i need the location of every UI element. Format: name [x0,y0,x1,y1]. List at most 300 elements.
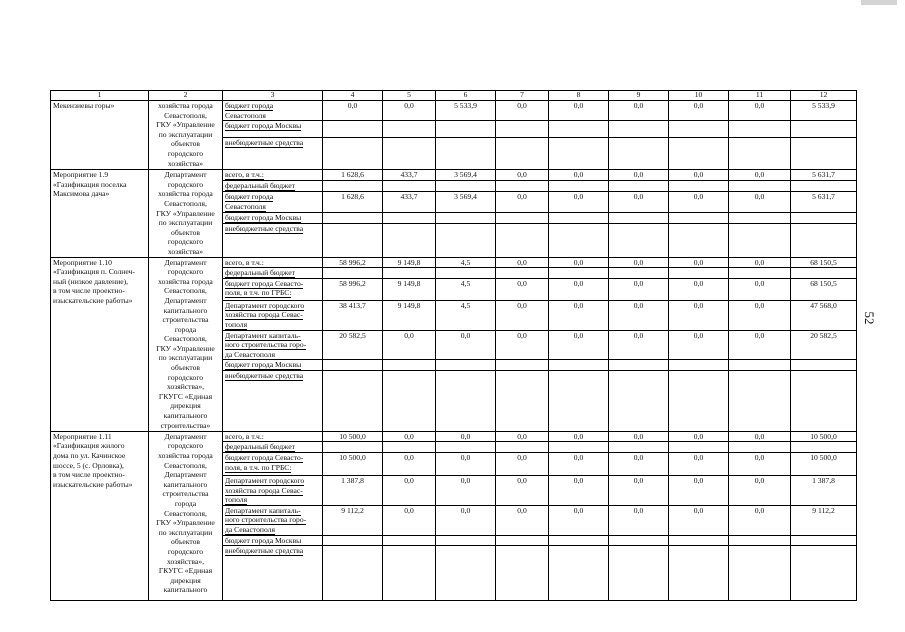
cell-text-line: федеральный бюджет [225,181,295,191]
value-cell: 0,0 [496,453,549,476]
cell-text-line: городского [167,148,204,158]
cell-text-line: Севастополя, [164,198,207,208]
funding-source-cell [223,192,323,213]
value-cell [323,370,383,431]
cell-text-line: в том числе проектно- [53,470,125,480]
funding-source-cell [223,431,323,442]
value-cell: 0,0 [496,476,549,506]
value-cell: 0,0 [609,330,669,360]
value-cell: 0,0 [669,278,729,300]
value-cell [609,442,669,453]
value-cell: 5 533,9 [791,101,857,121]
value-cell: 1 628,6 [323,192,383,213]
value-cell: 58 996,2 [323,257,383,268]
value-cell [729,360,791,371]
value-cell: 68 150,5 [791,278,857,300]
cell-text-line: изыскательские работы» [53,479,133,489]
value-cell: 0,0 [496,101,549,121]
value-cell: 0,0 [669,101,729,121]
value-cell: 0,0 [383,101,436,121]
value-cell [549,442,609,453]
value-cell [323,224,383,257]
cell-text-line: ГКУ «Управление [156,343,215,353]
funding-source-cell [223,535,323,546]
funding-source-text [225,476,304,505]
cell-text-line: бюджет города Москвы [225,213,302,223]
cell-text-line: федеральный бюджет [225,442,295,452]
cell-text-line: дома по ул. Качинское [53,451,126,461]
cell-text-line: Максимова дача» [53,189,110,199]
cell-text-line: ного строительства горо- [225,340,307,350]
budget-table [50,90,857,601]
value-cell [729,224,791,257]
funding-source-text [225,170,264,180]
table-row [51,431,857,442]
value-cell [383,268,436,279]
cell-text-line: хозяйства города [158,451,213,461]
cell-text-line: федеральный бюджет [225,268,295,278]
value-cell: 0,0 [729,257,791,268]
cell-text-line: бюджет города Москвы [225,535,302,545]
value-cell: 3 569,4 [436,192,496,213]
cell-text-line: внебюджетные средства [225,138,304,148]
value-cell: 0,0 [549,257,609,268]
cell-text-line: хозяйства города Севас- [225,310,303,320]
value-cell [549,224,609,257]
value-cell [323,442,383,453]
value-cell: 0,0 [609,170,669,181]
value-cell [791,546,857,601]
header-cell: 7 [496,91,549,101]
value-cell [496,181,549,192]
value-cell: 0,0 [383,431,436,442]
value-cell: 5 631,7 [791,192,857,213]
value-cell [436,224,496,257]
value-cell [436,213,496,224]
value-cell: 0,0 [436,476,496,506]
value-cell: 0,0 [669,257,729,268]
executor-cell [149,170,223,257]
value-cell: 0,0 [549,505,609,535]
funding-source-text [225,432,264,442]
value-cell [791,370,857,431]
value-cell: 433,7 [383,170,436,181]
cell-text-line: поля, в т.ч. по ГРБС: [225,288,292,298]
value-cell: 0,0 [609,300,669,330]
value-cell: 0,0 [609,278,669,300]
value-cell [669,268,729,279]
cell-text-line: капитального [163,411,208,421]
cell-text-line: всего, в т.ч.: [225,170,264,180]
cell-text-line: Департамент [164,295,207,305]
cell-text-line: шоссе, 5 (с. Орловка), [53,460,124,470]
cell-text-line: Севастополя, [164,110,207,120]
cell-text-line: Департамент капиталь- [225,330,301,340]
value-cell [436,138,496,170]
cell-text-line: строительства [162,315,209,325]
value-cell: 0,0 [383,505,436,535]
cell-text-line: внебюджетные средства [225,370,304,380]
cell-text-line: городского [167,267,204,277]
funding-source-text [225,101,273,121]
funding-source-cell [223,476,323,506]
cell-text-line: городского [167,237,204,247]
funding-source-cell [223,170,323,181]
value-cell: 9 112,2 [323,505,383,535]
cell-text-line: городского [167,179,204,189]
measure-name-cell [51,257,149,431]
cell-text-line: изыскательские работы» [53,295,133,305]
value-cell: 10 500,0 [791,453,857,476]
value-cell [791,535,857,546]
cell-text-line: ГКУ «Управление [156,120,215,130]
value-cell [549,181,609,192]
value-cell: 3 569,4 [436,170,496,181]
value-cell: 0,0 [436,453,496,476]
cell-text-line: Департамент [164,170,207,180]
cell-text-line: Департамент [164,470,207,480]
value-cell: 0,0 [729,101,791,121]
value-cell: 1 628,6 [323,170,383,181]
value-cell [669,370,729,431]
value-cell [549,268,609,279]
cell-text-line: «Газификация жилого [53,441,125,451]
cell-text-line: всего, в т.ч.: [225,431,264,441]
cell-text-line: бюджет города [225,101,274,110]
funding-source-text [225,331,306,360]
value-cell: 0,0 [549,431,609,442]
cell-text-line: строительства» [160,420,211,430]
cell-text-line: хозяйства», [166,382,205,392]
cell-text-line: по эксплуатации [158,353,213,363]
value-cell: 0,0 [383,330,436,360]
value-cell: 4,5 [436,300,496,330]
cell-text-line: в том числе проектно- [53,286,125,296]
cell-text-line: Севастополя, [164,508,207,518]
value-cell [791,213,857,224]
funding-source-cell [223,138,323,170]
cell-text-line: хозяйства города [158,189,213,199]
value-cell [496,546,549,601]
value-cell [323,121,383,138]
funding-source-text [225,301,304,330]
table-row [51,170,857,181]
value-cell [729,535,791,546]
value-cell: 1 387,8 [791,476,857,506]
value-cell [496,442,549,453]
cell-text-line: городского [167,372,204,382]
funding-source-text [225,268,295,278]
value-cell: 0,0 [609,257,669,268]
value-cell [791,442,857,453]
value-cell: 38 413,7 [323,300,383,330]
value-cell [549,121,609,138]
cell-text-line: капитального [163,479,208,489]
value-cell: 0,0 [729,505,791,535]
cell-text-line: хозяйства», [166,556,205,566]
value-cell [791,360,857,371]
cell-text-line: тополя [225,495,248,505]
value-cell: 5 631,7 [791,170,857,181]
cell-text-line: дирекция [170,401,201,411]
funding-source-text [225,279,303,299]
value-cell [729,138,791,170]
value-cell [436,268,496,279]
cell-text-line: бюджет города Севасто- [225,453,304,463]
cell-text-line: бюджет города Севасто- [225,278,304,288]
value-cell [669,360,729,371]
cell-text-line: города [174,324,197,334]
value-cell [549,213,609,224]
value-cell [323,213,383,224]
value-cell [729,370,791,431]
cell-text-line: Департамент [164,257,207,267]
value-cell: 47 568,0 [791,300,857,330]
value-cell: 0,0 [496,170,549,181]
value-cell: 68 150,5 [791,257,857,268]
value-cell [549,360,609,371]
value-cell [496,121,549,138]
cell-text-line: Мероприятие 1.10 [53,257,112,267]
value-cell [669,121,729,138]
value-cell [436,181,496,192]
value-cell [669,535,729,546]
value-cell [669,213,729,224]
value-cell: 10 500,0 [323,431,383,442]
value-cell: 0,0 [549,476,609,506]
value-cell [609,268,669,279]
funding-source-cell [223,300,323,330]
value-cell: 0,0 [729,330,791,360]
cell-text-line: тополя [225,319,248,329]
value-cell [791,224,857,257]
value-cell: 0,0 [549,330,609,360]
value-cell: 0,0 [609,505,669,535]
value-cell: 0,0 [729,453,791,476]
funding-source-text [225,181,295,191]
cell-text-line: Департамент городского [225,300,305,310]
value-cell: 20 582,5 [791,330,857,360]
value-cell: 0,0 [496,330,549,360]
value-cell [436,442,496,453]
funding-source-cell [223,442,323,453]
value-cell [383,181,436,192]
value-cell: 0,0 [496,300,549,330]
value-cell: 0,0 [669,431,729,442]
value-cell [609,546,669,601]
cell-text-line: ный (низкое давление), [53,276,129,286]
cell-text-line: Севастополя, [164,460,207,470]
funding-source-cell [223,268,323,279]
cell-text-line: Севастополя [225,110,266,120]
value-cell: 0,0 [496,278,549,300]
value-cell [436,360,496,371]
header-cell: 1 [51,91,149,101]
value-cell [496,370,549,431]
value-cell [549,535,609,546]
cell-text-line: Мероприятие 1.9 [53,170,109,180]
cell-text-line: капитального [163,585,208,595]
value-cell: 0,0 [609,101,669,121]
cell-text-line: Департамент капиталь- [225,505,301,515]
value-cell [609,224,669,257]
funding-source-text [225,371,303,381]
value-cell [729,213,791,224]
cell-text-line: да Севастополя [225,349,275,359]
funding-source-text [225,360,301,370]
header-cell: 2 [149,91,223,101]
value-cell: 9 149,8 [383,257,436,268]
value-cell [609,121,669,138]
cell-text-line: хозяйства» [167,158,204,168]
cell-text-line: города [174,499,197,509]
value-cell: 0,0 [669,330,729,360]
value-cell: 0,0 [383,476,436,506]
value-cell [383,360,436,371]
value-cell: 0,0 [729,192,791,213]
cell-text-line: Севастополя, [164,334,207,344]
header-cell: 11 [729,91,791,101]
page-number: 52 [862,311,877,325]
header-cell: 10 [669,91,729,101]
cell-text-line: бюджет города Москвы [225,360,302,370]
value-cell: 10 500,0 [323,453,383,476]
value-cell [549,370,609,431]
funding-source-text [225,213,301,223]
cell-text-line: строительства [162,489,209,499]
funding-source-text [225,546,303,556]
value-cell [436,546,496,601]
funding-source-text [225,506,306,535]
value-cell [323,360,383,371]
value-cell [323,268,383,279]
value-cell [669,138,729,170]
value-cell [609,213,669,224]
value-cell: 0,0 [729,431,791,442]
value-cell: 0,0 [609,431,669,442]
funding-source-text [225,121,301,131]
value-cell: 0,0 [383,453,436,476]
measure-name-cell [51,431,149,600]
value-cell [383,224,436,257]
value-cell [323,546,383,601]
cell-text-line: хозяйства города [158,276,213,286]
value-cell: 0,0 [669,505,729,535]
header-row [51,91,857,101]
value-cell [669,546,729,601]
value-cell: 10 500,0 [791,431,857,442]
cell-text-line: объектов [171,227,200,237]
value-cell: 9 149,8 [383,278,436,300]
funding-source-text [225,224,303,234]
cell-text-line: «Газификация поселка [53,179,127,189]
header-cell: 4 [323,91,383,101]
cell-text-line: хозяйства» [167,246,204,256]
cell-text-line: по эксплуатации [158,527,213,537]
value-cell [729,268,791,279]
value-cell: 4,5 [436,278,496,300]
funding-source-text [225,536,301,546]
value-cell: 0,0 [496,505,549,535]
value-cell [791,121,857,138]
value-cell: 0,0 [609,192,669,213]
value-cell [496,535,549,546]
value-cell [729,442,791,453]
cell-text-line: ГКУГС «Единая [158,566,213,576]
cell-text-line: Севастополя, [164,286,207,296]
value-cell [609,360,669,371]
cell-text-line: поля, в т.ч. по ГРБС: [225,462,292,472]
value-cell: 0,0 [496,431,549,442]
value-cell: 9 149,8 [383,300,436,330]
value-cell: 0,0 [496,192,549,213]
cell-text-line: бюджет города [225,192,274,202]
value-cell: 0,0 [729,300,791,330]
cell-text-line: объектов [171,537,200,547]
header-cell: 9 [609,91,669,101]
value-cell [383,121,436,138]
cell-text-line: ного строительства горо- [225,515,307,525]
value-cell [791,181,857,192]
value-cell: 0,0 [549,453,609,476]
cell-text-line: внебюджетные средства [225,224,304,234]
value-cell [791,138,857,170]
value-cell: 0,0 [323,101,383,121]
value-cell: 0,0 [669,476,729,506]
cell-text-line: Департамент [164,431,207,441]
value-cell [436,370,496,431]
funding-source-text [225,192,273,212]
value-cell [496,224,549,257]
value-cell: 1 387,8 [323,476,383,506]
funding-source-cell [223,370,323,431]
cell-text-line: дирекция [170,575,201,585]
funding-source-cell [223,546,323,601]
cell-text-line: да Севастополя [225,525,275,535]
value-cell: 0,0 [549,101,609,121]
value-cell [436,121,496,138]
value-cell [383,442,436,453]
cell-text-line: ГКУ «Управление [156,518,215,528]
funding-source-text [225,453,303,473]
value-cell [383,370,436,431]
funding-source-cell [223,505,323,535]
value-cell: 0,0 [729,170,791,181]
value-cell [323,535,383,546]
value-cell [383,138,436,170]
header-cell: 8 [549,91,609,101]
value-cell: 0,0 [669,192,729,213]
cell-text-line: Мекензиевы горы» [53,101,115,110]
cell-text-line: Мероприятие 1.11 [53,431,112,441]
value-cell [609,535,669,546]
funding-source-cell [223,101,323,121]
value-cell: 9 112,2 [791,505,857,535]
value-cell [323,181,383,192]
value-cell: 0,0 [669,170,729,181]
value-cell [383,546,436,601]
value-cell [729,181,791,192]
funding-source-cell [223,213,323,224]
value-cell: 0,0 [729,476,791,506]
value-cell: 0,0 [669,300,729,330]
cell-text-line: капитального [163,305,208,315]
header-cell: 5 [383,91,436,101]
funding-source-cell [223,453,323,476]
value-cell [729,546,791,601]
cell-text-line: внебюджетные средства [225,546,304,556]
cell-text-line: объектов [171,139,200,149]
